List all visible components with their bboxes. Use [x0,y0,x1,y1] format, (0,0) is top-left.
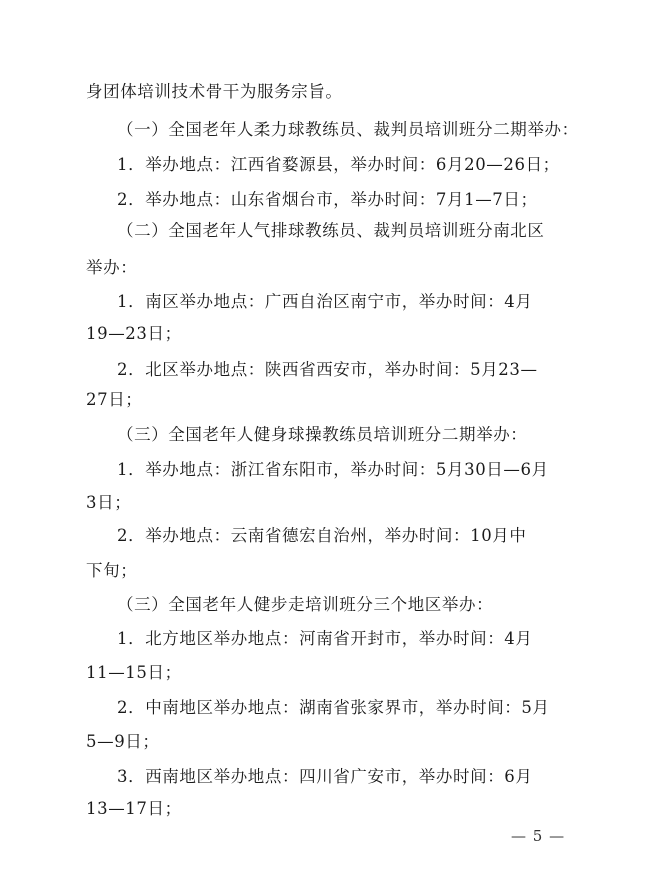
list-item: 2．中南地区举办地点：湖南省张家界市，举办时间：5月 [117,698,550,717]
body-text-line: 举办： [86,258,138,277]
section-heading-qipaiqiu: （二）全国老年人气排球教练员、裁判员培训班分南北区 [117,221,545,240]
list-item-continuation: 27日； [86,390,143,409]
list-item: 2．举办地点：云南省德宏自治州，举办时间：10月中 [117,526,527,545]
list-item-continuation: 13—17日； [86,799,182,818]
list-item: 1．举办地点：浙江省东阳市，举办时间：5月30日—6月 [117,460,549,479]
list-item: 3．西南地区举办地点：四川省广安市，举办时间：6月 [117,767,533,786]
list-item-continuation: 5—9日； [86,732,160,751]
list-item: 1．举办地点：江西省婺源县，举办时间：6月20—26日； [117,155,560,174]
list-item: 2．举办地点：山东省烟台市，举办时间：7月1—7日； [117,190,538,209]
list-item-continuation: 3日； [86,493,132,512]
body-text-line: 身团体培训技术骨干为服务宗旨。 [86,82,343,101]
list-item-continuation: 11—15日； [86,663,182,682]
list-item: 1．南区举办地点：广西自治区南宁市，举办时间：4月 [117,292,533,311]
page-number: — 5 — [511,827,566,845]
section-heading-jianbuzou: （三）全国老年人健步走培训班分三个地区举办： [117,595,494,614]
list-item-continuation: 下旬； [86,561,138,580]
section-heading-jianshenqiucao: （三）全国老年人健身球操教练员培训班分二期举办： [117,425,528,444]
section-heading-rouliqiu: （一）全国老年人柔力球教练员、裁判员培训班分二期举办： [117,120,579,139]
list-item: 2．北区举办地点：陕西省西安市，举办时间：5月23— [117,360,538,379]
list-item: 1．北方地区举办地点：河南省开封市，举办时间：4月 [117,629,533,648]
list-item-continuation: 19—23日； [86,324,182,343]
